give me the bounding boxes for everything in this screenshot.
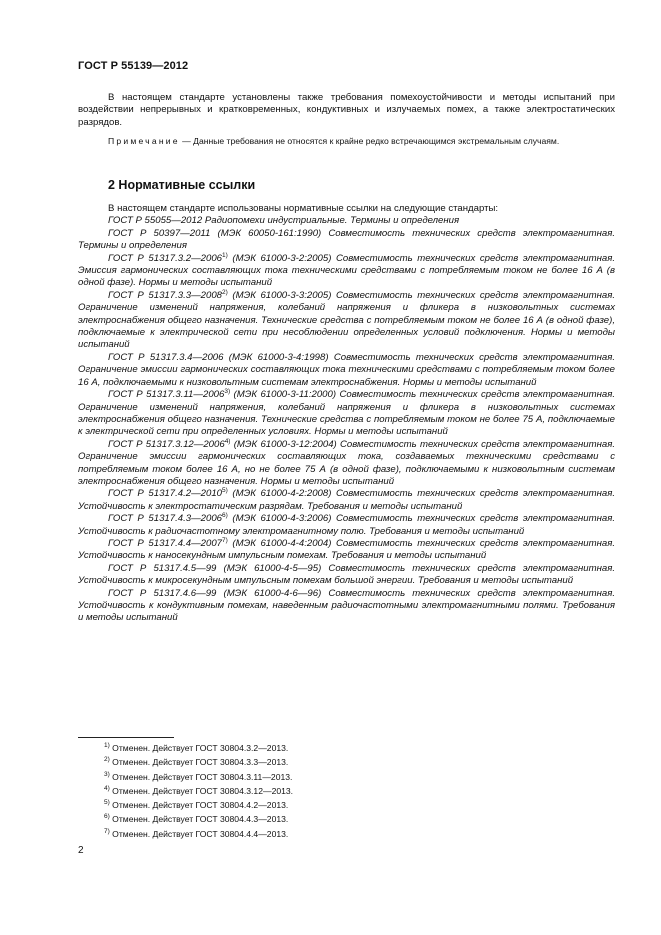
footnote-mark: 2) — [104, 756, 110, 764]
footnote-item — [104, 812, 293, 826]
footnote-item — [104, 755, 293, 769]
reference-footnote-mark: 2) — [222, 288, 228, 296]
note-text: — Данные требования не относятся к крайне редко встречающимся экстремальным случаям. — [179, 136, 560, 146]
reference-footnote-mark: 7) — [222, 536, 228, 544]
footnote-text: Отменен. Действует ГОСТ 30804.3.11—2013. — [109, 771, 293, 782]
reference-item — [78, 389, 615, 439]
reference-code: ГОСТ Р 51317.3.12—2006 — [108, 438, 225, 450]
reference-title: (МЭК 61000-3-4:1998) Совместимость технических средств электромагнитная. Ограничение эмиссии гармонических составляющих тока техническими средствами с потребляемым током более 16 А, подключаемыми к низковольтным системам электроснабжения. Нормы и методы испытаний — [78, 351, 615, 388]
reference-title: (МЭК 61000-4-2:2008) Совместимость технических средств электромагнитная. Устойчивость к электростатическим разрядам. Требования и методы испытаний — [78, 488, 615, 512]
reference-item — [78, 290, 615, 352]
footnote-text: Отменен. Действует ГОСТ 30804.4.4—2013. — [109, 828, 289, 839]
reference-code: ГОСТ Р 51317.4.5—99 — [108, 562, 217, 574]
reference-code: ГОСТ Р 50397—2011 — [108, 227, 211, 239]
reference-code: ГОСТ Р 51317.4.6—99 — [108, 587, 217, 599]
reference-item — [78, 538, 615, 563]
reference-item — [78, 439, 615, 489]
reference-item — [78, 563, 615, 588]
reference-item — [78, 253, 615, 290]
footnote-item — [104, 741, 293, 755]
reference-code: ГОСТ Р 51317.3.2—2006 — [108, 252, 223, 264]
references-intro: В настоящем стандарте использованы нормативные ссылки на следующие стандарты: — [108, 203, 499, 214]
footnote-item — [104, 784, 293, 798]
reference-item — [78, 588, 615, 625]
footnote-item — [104, 798, 293, 812]
reference-title: (МЭК 61000-4-3:2006) Совместимость технических средств электромагнитная. Устойчивость к радиочастотному электромагнитному полю. Требования и методы испытаний — [78, 513, 615, 537]
note-paragraph — [78, 136, 615, 148]
footnote-mark: 5) — [104, 799, 110, 807]
reference-footnote-mark: 4) — [224, 437, 231, 445]
document-header: ГОСТ Р 55139—2012 — [78, 60, 189, 72]
footnote-divider — [78, 737, 174, 738]
reference-footnote-mark: 1) — [222, 251, 228, 259]
note-label: Примечание — [108, 136, 180, 146]
reference-title: Радиопомехи индустриальные. Термины и определения — [202, 215, 460, 227]
footnote-mark: 1) — [104, 742, 110, 750]
reference-item — [78, 215, 615, 227]
footnote-mark: 7) — [104, 827, 110, 835]
footnote-text: Отменен. Действует ГОСТ 30804.3.2—2013. — [109, 743, 289, 753]
reference-item — [78, 228, 615, 253]
references-list — [78, 203, 615, 625]
section-title: 2 Нормативные ссылки — [108, 178, 256, 192]
reference-code: ГОСТ Р 51317.4.2—2010 — [108, 488, 223, 500]
reference-item — [78, 488, 615, 513]
reference-title: (МЭК 61000-3-12:2004) Совместимость технических средств электромагнитная. Ограничение эмиссии гармонических составляющих тока, создаваемых техническими средствами с потребляемым током более 16 А, но не более 75 А (в одной фазе), подключаемыми к низковольтным системам электроснабжения общего назначения. Нормы и методы испытаний — [78, 438, 615, 487]
reference-title: (МЭК 61000-3-11:2000) Совместимость технических средств электромагнитная. Ограничение изменений напряжения, колебаний напряжения и фликера в низковольтных системах электроснабжения общего назначения. Технические средства с потребляемым током не более 75 А, подключаемые к электрической сети при определенных условиях. Нормы и методы испытаний — [78, 389, 615, 438]
page-number: 2 — [78, 845, 84, 856]
intro-text: В настоящем стандарте установлены также требования помехоустойчивости и методы испытаний при воздействии непрерывных и кратковременных, кондуктивных и излучаемых помех, а также электростатических разрядов. — [78, 92, 615, 128]
footnote-item — [104, 770, 293, 784]
footnote-mark: 3) — [104, 770, 110, 778]
reference-footnote-mark: 5) — [222, 487, 228, 495]
footnote-text: Отменен. Действует ГОСТ 30804.4.2—2013. — [109, 800, 289, 811]
intro-paragraph — [78, 92, 615, 129]
footnote-mark: 4) — [104, 785, 110, 793]
footnote-text: Отменен. Действует ГОСТ 30804.3.3—2013. — [109, 757, 289, 768]
reference-code: ГОСТ Р 51317.4.4—2007 — [108, 537, 223, 549]
reference-code: ГОСТ Р 51317.3.11—2006 — [108, 389, 225, 401]
reference-title: (МЭК 61000-4-5—95) Совместимость технических средств электромагнитная. Устойчивость к микросекундным импульсным помехам большой энергии. Требования и методы испытаний — [78, 562, 615, 587]
reference-code: ГОСТ Р 55055—2012 — [108, 215, 203, 227]
reference-footnote-mark: 6) — [222, 511, 228, 519]
reference-code: ГОСТ Р 51317.3.4—2006 — [108, 351, 224, 363]
reference-title: (МЭК 61000-4-4:2004) Совместимость технических средств электромагнитная. Устойчивость к наносекундным импульсным помехам. Требования и методы испытаний — [78, 537, 615, 562]
footnote-mark: 6) — [104, 813, 110, 821]
reference-code: ГОСТ Р 51317.3.3—2008 — [108, 289, 223, 301]
reference-title: (МЭК 61000-3-2:2005) Совместимость технических средств электромагнитная. Эмиссия гармонических составляющих тока техническими средствами с потребляемым током не более 16 А (в одной фазе). Нормы и методы испытаний — [78, 252, 615, 289]
reference-footnote-mark: 3) — [224, 387, 231, 395]
reference-code: ГОСТ Р 51317.4.3—2006 — [108, 513, 223, 525]
footnotes-list — [104, 741, 293, 841]
reference-title: (МЭК 61000-3-3:2005) Совместимость технических средств электромагнитная. Ограничение изменений напряжения, колебаний напряжения и фликера в низковольтных системах электроснабжения общего назначения. Технические средства с потребляемым током не более 16 А (в одной фазе), подключаемые к электрической сети при несоблюдении определенных условий подключения. Нормы и методы испытаний — [78, 289, 615, 351]
footnote-item — [104, 827, 293, 841]
footnote-text: Отменен. Действует ГОСТ 30804.4.3—2013. — [109, 814, 289, 825]
reference-title: (МЭК 61000-4-6—96) Совместимость технических средств электромагнитная. Устойчивость к кондуктивным помехам, наведенным радиочастотными электромагнитными полями. Требования и методы испытаний — [78, 587, 615, 624]
reference-item — [78, 513, 615, 538]
reference-item — [78, 352, 615, 389]
reference-title: (МЭК 60050-161:1990) Совместимость технических средств электромагнитная. Термины и определения — [78, 227, 615, 252]
footnote-text: Отменен. Действует ГОСТ 30804.3.12—2013. — [109, 785, 294, 796]
